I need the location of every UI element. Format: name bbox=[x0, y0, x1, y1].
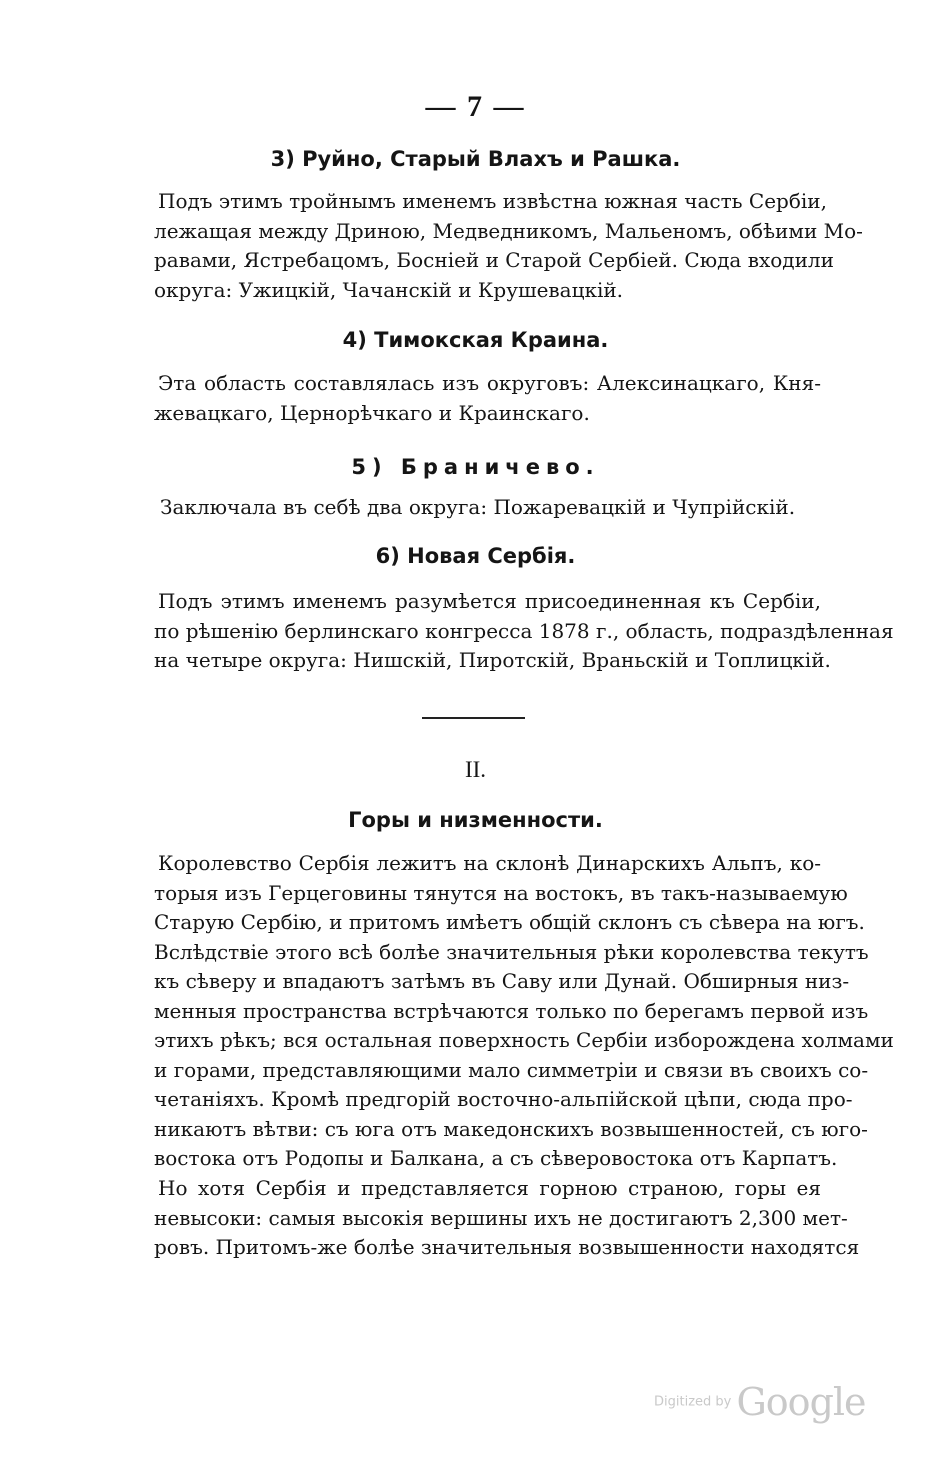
text-line: Подъ этимъ тройнымъ именемъ извѣстна южная часть Сербіи, bbox=[158, 189, 827, 213]
chapter-paragraph-1 bbox=[154, 849, 894, 1174]
text-line: округа: Ужицкій, Чачанскій и Крушевацкій. bbox=[154, 277, 624, 302]
text-line: четаніяхъ. Кромѣ предгорій восточно-альпійской цѣпи, сюда про- bbox=[154, 1087, 853, 1111]
digitized-by-google-watermark bbox=[654, 1380, 866, 1424]
text-line: невысоки: самыя высокія вершины ихъ не достигаютъ 2,300 мет- bbox=[154, 1205, 848, 1230]
section-divider bbox=[422, 717, 525, 719]
text-line: Подъ этимъ именемъ разумѣется присоединенная къ Сербіи, bbox=[158, 589, 821, 613]
watermark-prefix: Digitized by bbox=[654, 1394, 732, 1410]
text-line: и горами, представляющими мало симметріи и связи въ своихъ со- bbox=[154, 1057, 869, 1082]
text-line: этихъ рѣкъ; вся остальная поверхность Сербіи изборождена холмами bbox=[154, 1028, 894, 1052]
section-heading-4: 4) Тимокская Краина. bbox=[342, 328, 609, 352]
text-line: на четыре округа: Нишскій, Пиротскій, Враньскій и Топлицкій. bbox=[154, 648, 831, 672]
text-line: Королевство Сербія лежитъ на склонѣ Динарскихъ Альпъ, ко- bbox=[158, 851, 821, 875]
section-6-paragraph bbox=[154, 587, 894, 676]
text-line: торыя изъ Герцеговины тянутся на востокъ, въ такъ-называемую bbox=[154, 880, 848, 905]
text-line: по рѣшенію берлинскаго конгресса 1878 г., область, подраздѣленная bbox=[154, 618, 894, 643]
text-line: никаютъ вѣтви: съ юга отъ македонскихъ возвышенностей, съ юго- bbox=[154, 1116, 868, 1141]
chapter-paragraph-2 bbox=[154, 1174, 860, 1263]
text-line: лежащая между Дриною, Медведникомъ, Мальеномъ, обѣими Мо- bbox=[154, 218, 863, 243]
text-line: Но хотя Сербія и представляется горною страною, горы ея bbox=[158, 1176, 821, 1200]
section-heading-3: 3) Руйно, Старый Влахъ и Рашка. bbox=[270, 147, 681, 171]
text-line: равами, Ястребацомъ, Босніей и Старой Сербіей. Сюда входили bbox=[154, 248, 834, 272]
text-line: къ сѣверу и впадаютъ затѣмъ въ Саву или Дунай. Обширныя низ- bbox=[154, 969, 850, 993]
page-number: — 7 — bbox=[425, 90, 526, 123]
text-line: Эта область составлялась изъ округовъ: Алексинацкаго, Кня- bbox=[158, 371, 821, 395]
text-line: Заключала въ себѣ два округа: Пожаревацкій и Чупрійскій. bbox=[160, 495, 796, 519]
section-heading-6: 6) Новая Сербія. bbox=[375, 544, 576, 568]
text-line: менныя пространства встрѣчаются только по берегамъ первой изъ bbox=[154, 998, 869, 1023]
section-4-paragraph bbox=[154, 369, 821, 428]
text-line: ровъ. Притомъ-же болѣе значительныя возвышенности находятся bbox=[154, 1235, 860, 1259]
section-5-paragraph bbox=[160, 493, 796, 523]
chapter-heading: Горы и низменности. bbox=[348, 808, 603, 832]
section-heading-5: 5) Браничево. bbox=[351, 455, 600, 479]
text-line: жевацкаго, Цернорѣчкаго и Краинскаго. bbox=[154, 400, 590, 425]
chapter-numeral: II. bbox=[464, 757, 487, 782]
text-line: Вслѣдствіе этого всѣ болѣе значительныя рѣки королевства текутъ bbox=[154, 939, 869, 964]
section-3-paragraph bbox=[154, 187, 863, 305]
text-line: Старую Сербію, и притомъ имѣетъ общій склонъ съ сѣвера на югъ. bbox=[154, 910, 865, 934]
google-logo: Google bbox=[736, 1380, 866, 1424]
text-line: востока отъ Родопы и Балкана, а съ сѣверовостока отъ Карпатъ. bbox=[154, 1146, 838, 1170]
